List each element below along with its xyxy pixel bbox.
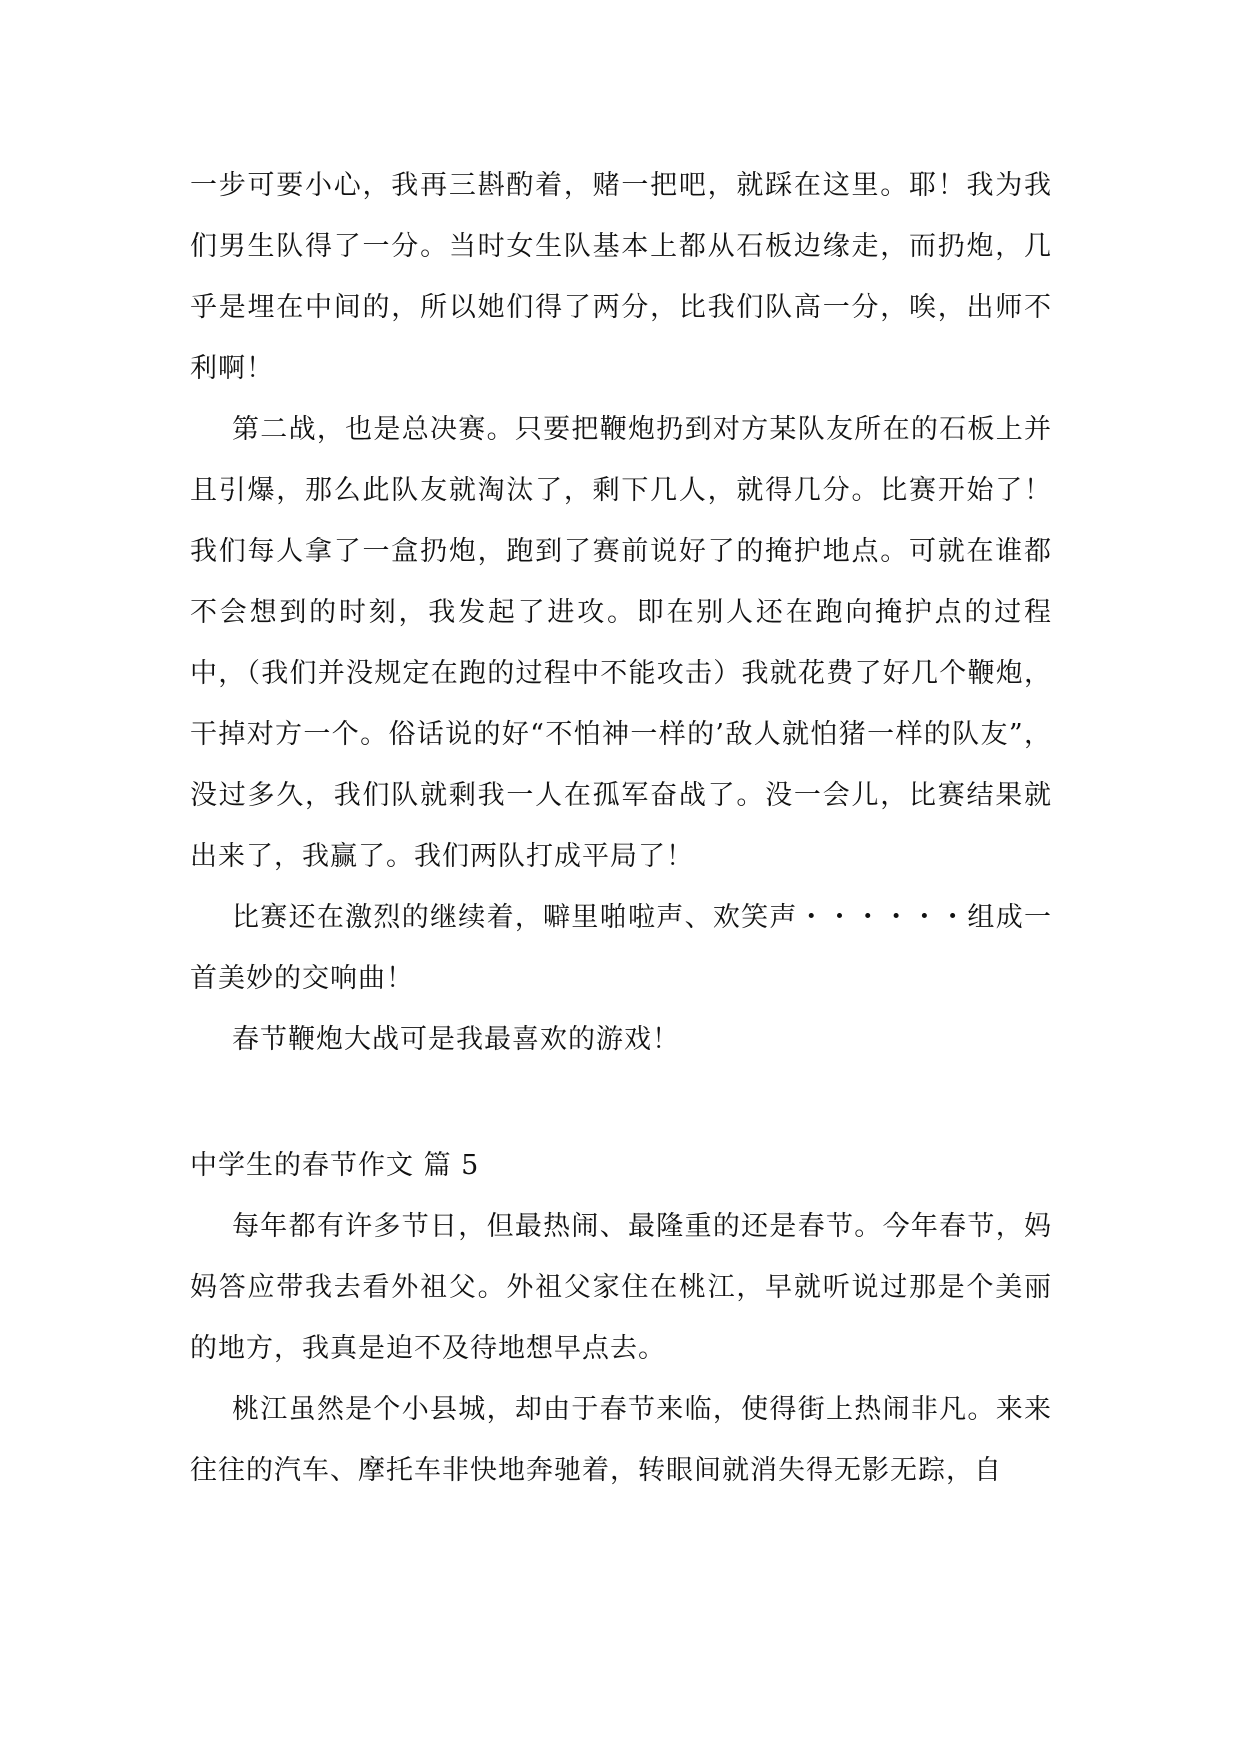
paragraph-second-battle: 第二战，也是总决赛。只要把鞭炮扔到对方某队友所在的石板上并且引爆，那么此队友就淘汰了，剩下几人，就得几分。比赛开始了！我们每人拿了一盒扔炮，跑到了赛前说好了的掩护地点。可就在谁都不会想到的时刻，我发起了进攻。即在别人还在跑向掩护点的过程中，（我们并没规定在跑的过程中不能攻击）我就花费了好几个鞭炮，干掉对方一个。俗话说的好“不怕神一样的’敌人就怕猪一样的队友”，没过多久，我们队就剩我一人在孤军奋战了。没一会儿，比赛结果就出来了，我赢了。我们两队打成平局了！	[190, 414, 1052, 872]
paragraph-taojiang: 桃江虽然是个小县城，却由于春节来临，使得街上热闹非凡。来来往往的汽车、摩托车非快地奔驰着，转眼间就消失得无影无踪，自	[190, 1394, 1052, 1486]
section-heading: 中学生的春节作文 篇 5	[190, 1150, 480, 1181]
paragraph-festivals: 每年都有许多节日，但最热闹、最隆重的还是春节。今年春节，妈妈答应带我去看外祖父。外祖父家住在桃江，早就听说过那是个美丽的地方，我真是迫不及待地想早点去。	[190, 1211, 1052, 1364]
paragraph-symphony: 比赛还在激烈的继续着，噼里啪啦声、欢笑声・・・・・・组成一首美妙的交响曲！	[190, 902, 1052, 994]
paragraph-favorite-game: 春节鞭炮大战可是我最喜欢的游戏！	[232, 1024, 680, 1055]
paragraph-continued: 一步可要小心，我再三斟酌着，赌一把吧，就踩在这里。耶！我为我们男生队得了一分。当时女生队基本上都从石板边缘走，而扔炮，几乎是埋在中间的，所以她们得了两分，比我们队高一分，唉，出师不利啊！	[190, 170, 1052, 384]
document-page	[190, 155, 1052, 1501]
